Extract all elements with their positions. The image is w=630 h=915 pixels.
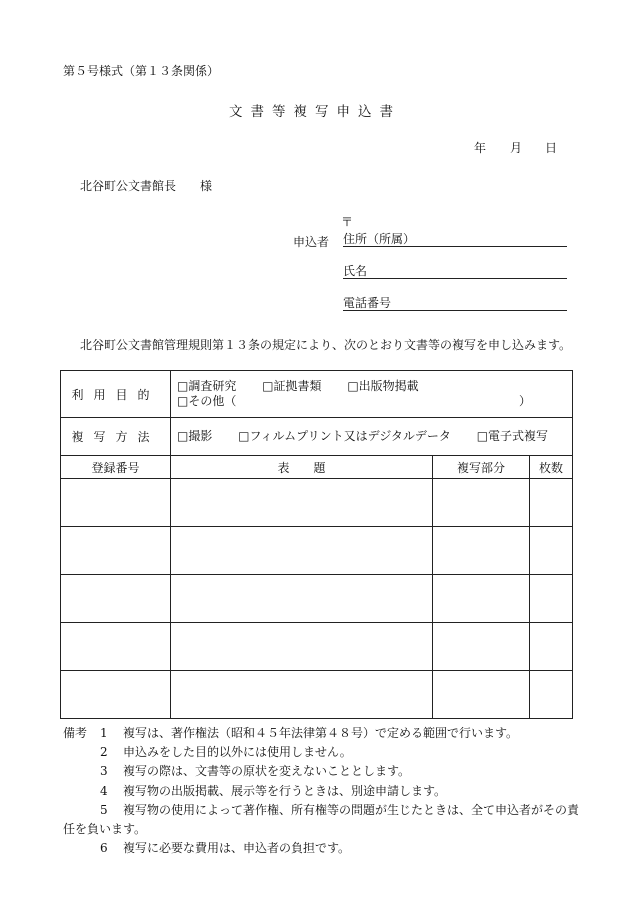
table-row <box>61 671 573 719</box>
address-label: 住所（所属） <box>343 232 416 246</box>
purpose-option-other[interactable]: □その他（ <box>177 394 237 408</box>
registration-number-cell[interactable] <box>61 479 171 527</box>
header-registration-number: 登録番号 <box>61 456 171 479</box>
purpose-option-evidence[interactable]: □証拠書類 <box>262 379 322 393</box>
copy-section-cell[interactable] <box>433 479 530 527</box>
request-table <box>60 370 573 719</box>
note-number: 6 <box>100 841 108 856</box>
registration-number-cell[interactable] <box>61 671 171 719</box>
purpose-other-close: ） <box>519 394 532 408</box>
sheet-count-cell[interactable] <box>530 479 573 527</box>
copy-section-cell[interactable] <box>433 527 530 575</box>
date-month-label: 月 <box>510 141 523 155</box>
method-options <box>171 418 573 456</box>
purpose-row <box>61 371 573 418</box>
postal-mark: 〒 <box>341 215 354 229</box>
note-number: 2 <box>100 745 108 760</box>
title-cell[interactable] <box>171 479 433 527</box>
note-number: 4 <box>100 783 108 798</box>
table-row <box>61 479 573 527</box>
sheet-count-cell[interactable] <box>530 623 573 671</box>
registration-number-cell[interactable] <box>61 527 171 575</box>
date-day-label: 日 <box>545 141 558 155</box>
table-row <box>61 575 573 623</box>
copy-section-cell[interactable] <box>433 623 530 671</box>
header-sheet-count: 枚数 <box>530 456 573 479</box>
note-text: 複写は、著作権法（昭和４５年法律第４８号）で定める範囲で行います。 <box>123 726 519 740</box>
title-cell[interactable] <box>171 527 433 575</box>
note-item <box>63 724 583 743</box>
method-label: 複写方法 <box>61 418 171 456</box>
sheet-count-cell[interactable] <box>530 527 573 575</box>
purpose-options <box>171 371 573 418</box>
note-text: 複写物の使用によって著作権、所有権等の問題が生じたときは、全て申込者がその責 <box>123 802 580 817</box>
address-field[interactable] <box>343 230 567 247</box>
note-number: 1 <box>100 726 108 740</box>
purpose-label: 利用目的 <box>61 371 171 418</box>
name-label: 氏名 <box>343 264 368 278</box>
table-header-row <box>61 456 573 479</box>
note-item <box>63 839 583 858</box>
title-cell[interactable] <box>171 575 433 623</box>
note-text-continuation: 任を負います。 <box>63 822 147 837</box>
note-number: 5 <box>100 802 108 817</box>
method-option-film-print[interactable]: □フィルムプリント又はデジタルデータ <box>238 429 451 443</box>
addressee: 北谷町公文書館長 様 <box>80 179 213 193</box>
copy-section-cell[interactable] <box>433 575 530 623</box>
copy-section-cell[interactable] <box>433 671 530 719</box>
applicant-label: 申込者 <box>293 235 330 249</box>
purpose-option-research[interactable]: □調査研究 <box>177 379 237 393</box>
note-text: 複写の際は、文書等の原状を変えないこととします。 <box>123 764 411 779</box>
note-item <box>63 743 583 762</box>
note-text: 複写に必要な費用は、申込者の負担です。 <box>123 841 351 856</box>
date-year-label: 年 <box>474 141 487 155</box>
title-cell[interactable] <box>171 671 433 719</box>
sheet-count-cell[interactable] <box>530 671 573 719</box>
note-item <box>63 801 583 820</box>
header-title: 表 題 <box>171 456 433 479</box>
method-option-photo[interactable]: □撮影 <box>177 429 213 443</box>
note-item <box>63 782 583 801</box>
form-number: 第５号様式（第１３条関係） <box>63 64 220 78</box>
purpose-option-publication[interactable]: □出版物掲載 <box>347 379 419 393</box>
sheet-count-cell[interactable] <box>530 575 573 623</box>
name-field[interactable] <box>343 262 567 279</box>
note-text: 複写物の出版掲載、展示等を行うときは、別途申請します。 <box>123 783 447 798</box>
note-number: 3 <box>100 764 108 779</box>
title-cell[interactable] <box>171 623 433 671</box>
registration-number-cell[interactable] <box>61 623 171 671</box>
phone-field[interactable] <box>343 294 567 311</box>
notes-section <box>63 724 583 858</box>
method-option-electronic[interactable]: □電子式複写 <box>476 429 549 443</box>
registration-number-cell[interactable] <box>61 575 171 623</box>
form-title: 文書等複写申込書 <box>229 104 401 120</box>
phone-label: 電話番号 <box>343 296 392 310</box>
header-copy-section: 複写部分 <box>433 456 530 479</box>
note-continuation <box>63 820 583 839</box>
notes-heading: 備考 <box>63 726 88 740</box>
intro-statement: 北谷町公文書館管理規則第１３条の規定により、次のとおり文書等の複写を申し込みます。 <box>80 338 572 352</box>
method-row <box>61 418 573 456</box>
table-row <box>61 623 573 671</box>
note-item <box>63 762 583 781</box>
note-text: 申込みをした目的以外には使用しません。 <box>123 745 352 760</box>
table-row <box>61 527 573 575</box>
